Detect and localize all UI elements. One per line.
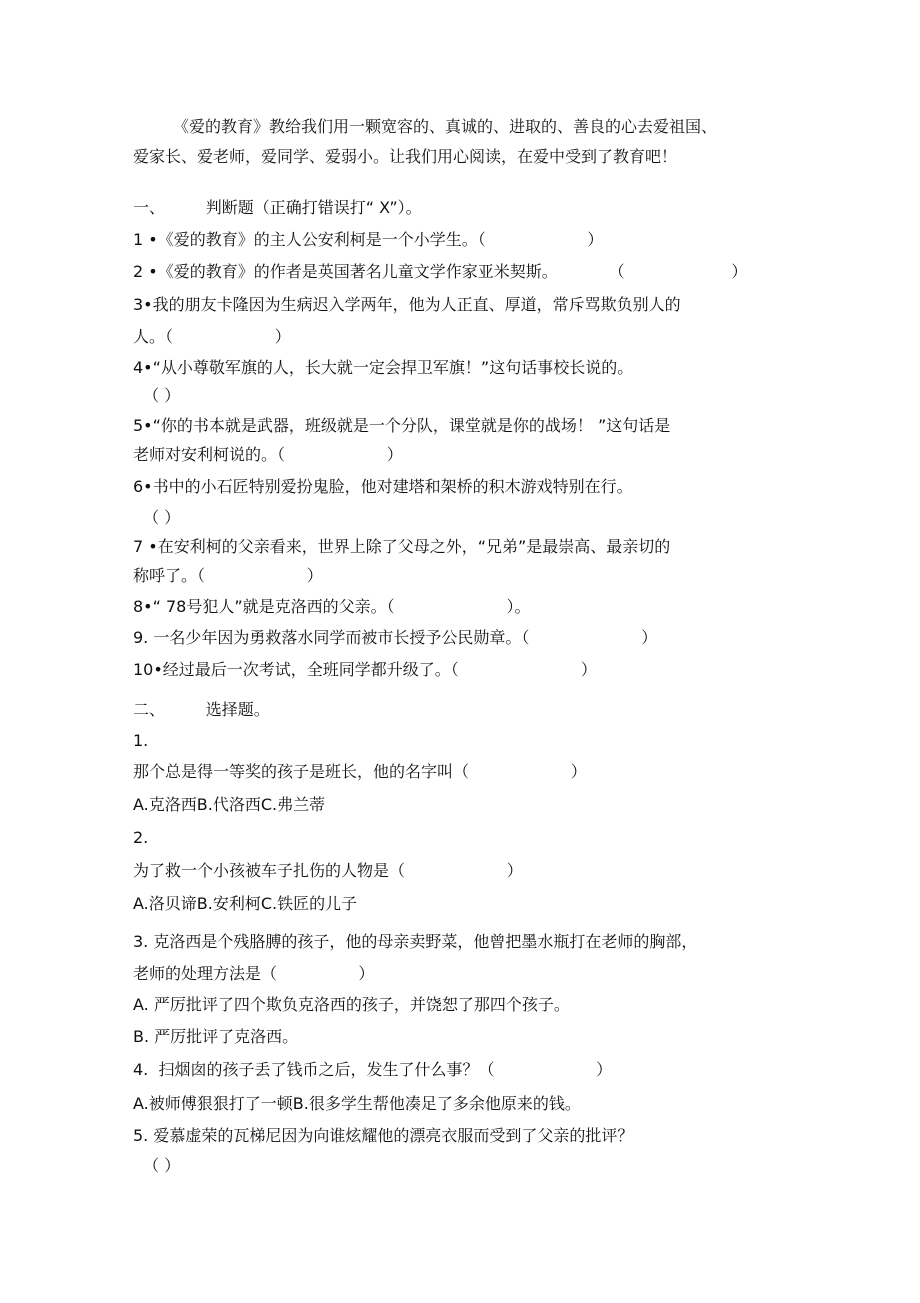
question-line: A.克洛西B.代洛西C.弗兰蒂 <box>133 795 326 814</box>
question-line: 4•“从小尊敬军旗的人，长大就一定会捍卫军旗！”这句话事校长说的。 <box>133 358 634 377</box>
question-line: 3•我的朋友卡隆因为生病迟入学两年，他为人正直、厚道，常斥骂欺负别人的 <box>133 295 681 314</box>
question-line: 7 •在安利柯的父亲看来，世界上除了父母之外，“兄弟”是最崇高、最亲切的 <box>133 537 671 556</box>
question-line: 10•经过最后一次考试，全班同学都升级了。（ ） <box>133 660 597 679</box>
question-line: 6•书中的小石匠特别爱扮鬼脸，他对建塔和架桥的积木游戏特别在行。 <box>133 477 633 496</box>
question-line: 2. <box>133 828 149 847</box>
question-line: 2 •《爱的教育》的作者是英国著名儿童文学作家亚米契斯。 （ ） <box>133 262 748 281</box>
question-line: 8•“ 78号犯人”就是克洛西的父亲。（ ）。 <box>133 597 531 616</box>
question-line: 4. 扫烟囱的孩子丢了钱币之后，发生了什么事？（ ） <box>133 1060 613 1079</box>
question-line: 老师的处理方法是（ ） <box>133 964 375 983</box>
question-line: 9. 一名少年因为勇救落水同学而被市长授予公民勋章。（ ） <box>133 628 658 647</box>
question-line: 3. 克洛西是个残胳膊的孩子，他的母亲卖野菜，他曾把墨水瓶打在老师的胸部， <box>133 932 698 951</box>
question-line: （ ） <box>133 508 181 527</box>
intro-line: 《爱的教育》教给我们用一颗宽容的、真诚的、进取的、善良的心去爱祖国、 <box>173 117 718 136</box>
question-line: 那个总是得一等奖的孩子是班长，他的名字叫（ ） <box>133 762 587 781</box>
question-line: A. 严厉批评了四个欺负克洛西的孩子，并饶恕了那四个孩子。 <box>133 995 570 1014</box>
intro-line: 爱家长、爱老师，爱同学、爱弱小。让我们用心阅读，在爱中受到了教育吧！ <box>133 147 678 166</box>
section1-heading: 一、 判断题（正确打错误打“ X”）。 <box>133 198 422 217</box>
question-line: 5. 爱慕虚荣的瓦梯尼因为向谁炫耀他的漂亮衣服而受到了父亲的批评？ <box>133 1126 634 1145</box>
question-line: 人。（ ） <box>133 327 291 346</box>
question-line: 称呼了。（ ） <box>133 566 323 585</box>
question-line: A.洛贝谛B.安利柯C.铁匠的儿子 <box>133 894 358 913</box>
section2-heading: 二、 选择题。 <box>133 700 270 719</box>
question-line: 老师对安利柯说的。（ ） <box>133 445 403 464</box>
question-line: B. 严厉批评了克洛西。 <box>133 1027 299 1046</box>
question-line: 5•“你的书本就是武器，班级就是一个分队，课堂就是你的战场！ ”这句话是 <box>133 416 671 435</box>
question-line: 为了救一个小孩被车子扎伤的人物是（ ） <box>133 861 523 880</box>
question-line: A.被师傅狠狠打了一顿B.很多学生帮他凑足了多余他原来的钱。 <box>133 1094 581 1113</box>
question-line: （ ） <box>133 386 181 405</box>
question-line: 1. <box>133 731 149 750</box>
question-line: 1 •《爱的教育》的主人公安利柯是一个小学生。（ ） <box>133 230 604 249</box>
question-line: （ ） <box>133 1156 181 1175</box>
